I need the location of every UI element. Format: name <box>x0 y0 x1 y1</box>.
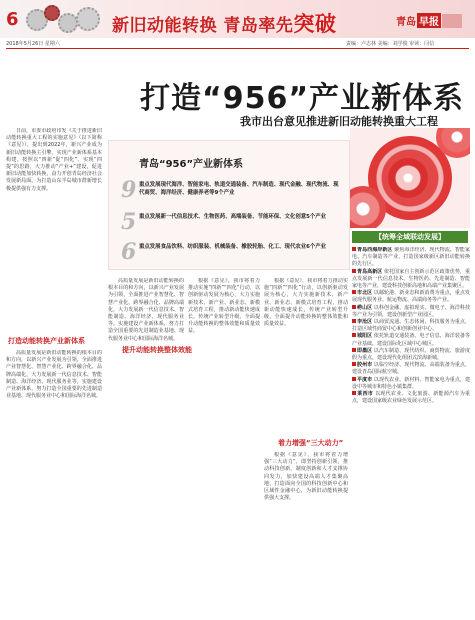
district-text: 以现代农业、新材料、智能家电为重点，建设中等城市和特色小镇集群。 <box>352 376 470 390</box>
sidebar-tag: 【统筹全域联动发展】 <box>352 231 468 243</box>
graphic-item-number: 6 <box>121 239 137 265</box>
dateline: 2018年5月26日 星期六 <box>6 41 60 47</box>
subheadline: 我市出台意见推进新旧动能转换重大工程 <box>240 115 438 128</box>
district-text: 聚焦海洋经济、现代物流、智能家电、汽车制造等产业，打造国家级新区新旧动能转换的先行区。 <box>352 247 470 268</box>
body-column <box>108 278 184 616</box>
body-paragraph: 根据《意见》，我市将着力增强“三大动力”，即坚持创新引领，推动科技创新、制度创新和人才支撑协同发力，加快建设高端人才集聚高地，打造面向全国的科技创新中心和区域性金融中心，为新旧动能转换提供强大支撑。 <box>264 452 348 502</box>
headline: 打造“956”产业新体系 <box>140 81 465 116</box>
list-item <box>352 362 470 376</box>
list-item <box>352 333 470 347</box>
district-name: 即墨区 <box>357 347 373 354</box>
bullet-icon <box>352 305 356 309</box>
district-name: 城阳区 <box>357 333 373 340</box>
lead-paragraph: 日前，市委市政府印发《关于推进新旧动能转换重大工程的实施意见》（以下简称《意见》），提出到2022年，新兴产业成为新旧动能转换主引擎，实现产业新体系基本构建。按照以“四新”促“四化”、实现“四提”的思路，大力推动“产业+”建设，促进新旧动能加快转换，奋力开创青岛经济社会发展新局面，为打造山东半岛城市群新增长极提供强有力支撑。 <box>6 128 102 192</box>
brand-tag: 早报 <box>417 13 441 28</box>
section-heading: 打造动能转换产业新体系 <box>8 337 85 345</box>
page-number: 6 <box>6 9 19 30</box>
list-item <box>352 348 470 362</box>
list-item <box>352 305 470 319</box>
district-text: 依托国家自主创新示范区政策优势，重点发展新一代信息技术、生物医药、先进制造、智能家电等产业，建设科技创新高地和高端产业集聚区。 <box>352 268 470 290</box>
bullet-icon <box>352 333 356 337</box>
district-name: 崂山区 <box>357 304 373 311</box>
bullet-icon <box>352 362 356 366</box>
bullet-icon <box>352 269 356 273</box>
gears-illustration <box>350 128 470 228</box>
graphic-item-text: 重点发展现代海洋、智能家电、轨道交通装备、汽车制造、现代金融、现代物流、现代商贸、海洋经济、健康养老等9个产业 <box>139 182 339 196</box>
district-name: 青岛高新区 <box>357 268 383 275</box>
list-item <box>352 247 470 269</box>
graphic-item-number: 9 <box>121 177 137 203</box>
sidebar-column <box>352 247 470 617</box>
section-title <box>112 8 336 38</box>
section-heading: 提升动能转换整体效能 <box>122 346 192 354</box>
district-name: 青岛西海岸新区 <box>357 247 393 253</box>
district-text: 以邮轮港、新业态和新消费为重点，重点发展现代服务业、航运物流、高端商务等产业。 <box>352 290 470 304</box>
section-heading: 着力增强“三大动力” <box>278 439 344 447</box>
graphic-item-number: 5 <box>121 209 137 235</box>
district-name: 市北区 <box>357 290 373 297</box>
district-name: 平度市 <box>357 376 373 383</box>
bullet-icon <box>352 391 356 395</box>
body-paragraph: 根据《意见》，我市将着力推动实施“四新”“四化”行动，以创新驱动发展为核心，大力实施新技术、新产业、新业态、新模式培育工程，推动新动能快速成长，传统产业转型升级，全面提升动能转换的整体效能和质量效益。 <box>264 278 348 328</box>
list-item <box>352 319 470 333</box>
district-text: 以汽车制造、现代纺织、商贸物流、旅游度假为重点，建设现代化组团式滨海新城。 <box>352 347 470 362</box>
body-paragraph: 高质量发展是新旧动能转换的根本目的和方向，以新兴产业发展为引领，全面推进产业智慧化、智慧产业化、跨界融合化、品牌高端化，大力发展新一代信息技术、智能制造、海洋经济、现代服务业等，实施建设产业新体系，努力打造全国重要的先进制造业基地、现代服务业中心和国际海洋名城。 <box>108 278 184 342</box>
district-text: 依托轨道交通装备、电子信息、海洋装备等产业基础，建设国际化区域中心城区。 <box>352 333 470 347</box>
editor-credits: 责编：卢志林 美编：刘学俊 审读：闫信 <box>346 41 435 47</box>
district-text: 以商贸流通、生态休闲、科技服务为重点，打造区域性商贸中心和创新创业中心。 <box>352 319 470 333</box>
body-paragraph: 高质量发展是新旧动能转换的根本目的和方向，以新兴产业发展为引领，全面推进产业智慧化、智慧产业化、跨界融合化、品牌高端化，大力发展新一代信息技术、智能制造、海洋经济、现代服务业等，实施建设产业新体系，努力打造全国重要的先进制造业基地、现代服务业中心和国际海洋名城。 <box>6 350 102 400</box>
graphic-item-text: 重点发展新一代信息技术、生物医药、高端装备、节能环保、文化创意5个产业 <box>139 214 327 220</box>
industry-graphic <box>108 140 350 270</box>
bullet-icon <box>352 319 356 323</box>
bullet-icon <box>352 290 356 294</box>
graphic-item-text: 重点发展食品饮料、纺织服装、机械装备、橡胶轮胎、化工、现代农业6个产业 <box>139 244 327 250</box>
district-name: 胶州市 <box>357 362 373 369</box>
corner-decoration <box>442 14 462 28</box>
graphic-title: 青岛“956”产业新体系 <box>139 159 244 170</box>
district-name: 莱西市 <box>357 391 374 398</box>
brand-name: 青岛 <box>396 17 416 28</box>
bullet-icon <box>352 377 356 381</box>
bullet-icon <box>352 348 356 352</box>
section-title-emphasis: 突破 <box>293 12 337 36</box>
district-text: 以现代农业、文化旅游、新能源汽车为重点，建设国家级农业绿色发展示范区。 <box>352 391 470 405</box>
body-column <box>264 452 348 616</box>
body-column <box>188 278 260 616</box>
section-title-main: 新旧动能转换 青岛率先 <box>112 16 294 36</box>
body-paragraph: 根据《意见》，我市将着力推动实施“四新”“四化”行动，以创新驱动发展为核心，大力实施新技术、新产业、新业态、新模式培育工程，推动新动能快速成长，传统产业转型升级，全面提升动能转换的整体效能和质量效益。 <box>188 278 260 335</box>
list-item <box>352 391 470 405</box>
list-item <box>352 269 470 291</box>
brand-logo <box>396 13 441 28</box>
lead-column <box>6 128 102 328</box>
body-column <box>6 350 102 616</box>
district-name: 李沧区 <box>357 319 373 326</box>
bullet-icon <box>352 247 356 251</box>
district-text: 以临空经济、现代物流、高端装备为重点，建设青岛国际航空城。 <box>352 362 470 376</box>
district-text: 以科创金融、虚拟现实、微电子、海洋科技等产业为引领，建设创新型产业园区。 <box>352 304 470 318</box>
gears-icon <box>26 5 106 33</box>
header-rule <box>6 48 469 49</box>
list-item <box>352 377 470 391</box>
list-item <box>352 290 470 304</box>
